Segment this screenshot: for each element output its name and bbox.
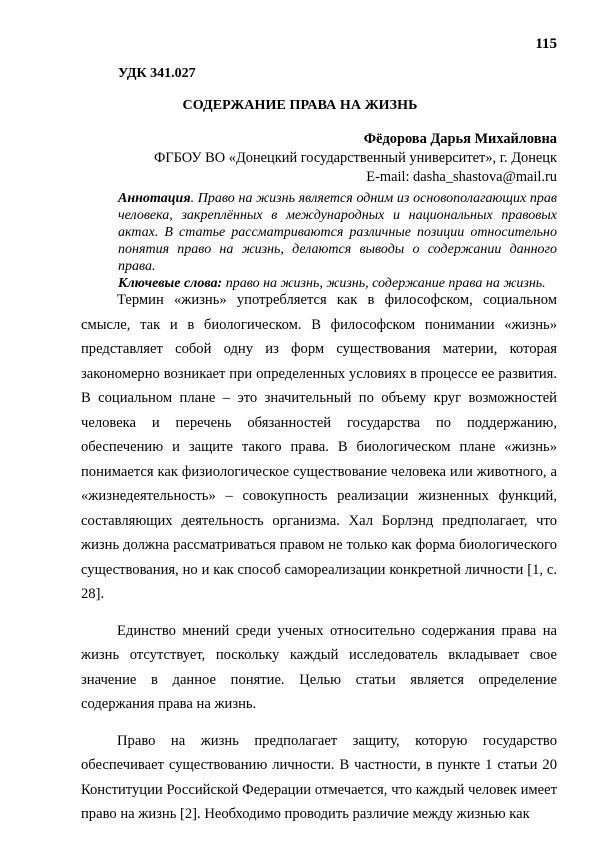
abstract-label: Аннотация	[118, 191, 191, 206]
body-paragraph: Единство мнений среди ученых относительно содержания права на жизнь отсутствует, поскольку каждый исследователь вкладывает свое значение в данное понятие. Целью статьи является определение содержания права на жизнь.	[81, 622, 557, 712]
article-body	[81, 288, 557, 839]
author-block	[154, 130, 557, 187]
keywords-label: Ключевые слова:	[118, 276, 223, 291]
abstract-paragraph	[118, 190, 557, 275]
page-number: 115	[535, 36, 557, 52]
body-paragraph: Термин «жизнь» употребляется как в философском, социальном смысле, так и в биологическом. В философском понимании «жизнь» представляет собой одну из форм существования материи, которая закономерно возникает при определенных условиях в процессе ее развития. В социальном плане – это значительный по объему круг возможностей человека и перечень обязанностей государства по поддержанию, обеспечению и защите такого права. В биологическом плане «жизнь» понимается как физиологическое существование человека или животного, а «жизнедеятельность» – совокупность реализации жизненных функций, составляющих деятельность организма. Хал Борлэнд предполагает, что жизнь должна рассматриваться правом не только как форма биологического существования, но и как способ самореализации конкретной личности [1, с. 28].	[81, 292, 557, 602]
article-title: СОДЕРЖАНИЕ ПРАВА НА ЖИЗНЬ	[182, 98, 418, 113]
udk-code: УДК 341.027	[118, 66, 196, 81]
abstract-block	[118, 190, 557, 292]
author-name: Фёдорова Дарья Михайловна	[363, 131, 557, 147]
abstract-text: . Право на жизнь является одним из основополагающих прав человека, закреплённых в международных и национальных правовых актах. В статье рассматриваются различные позиции относительно понятия право на жизнь, делаются выводы о содержании данного права.	[118, 191, 557, 274]
author-email: E-mail: dasha_shastova@mail.ru	[366, 169, 557, 185]
author-affiliation: ФГБОУ ВО «Донецкий государственный университет», г. Донецк	[153, 150, 557, 166]
body-paragraph: Право на жизнь предполагает защиту, которую государство обеспечивает существованию личности. В частности, в пункте 1 статьи 20 Конституции Российской Федерации отмечается, что каждый человек имеет право на жизнь [2]. Необходимо проводить различие между жизнью как	[81, 732, 557, 822]
keywords-text: право на жизнь, жизнь, содержание права на жизнь.	[222, 276, 546, 291]
